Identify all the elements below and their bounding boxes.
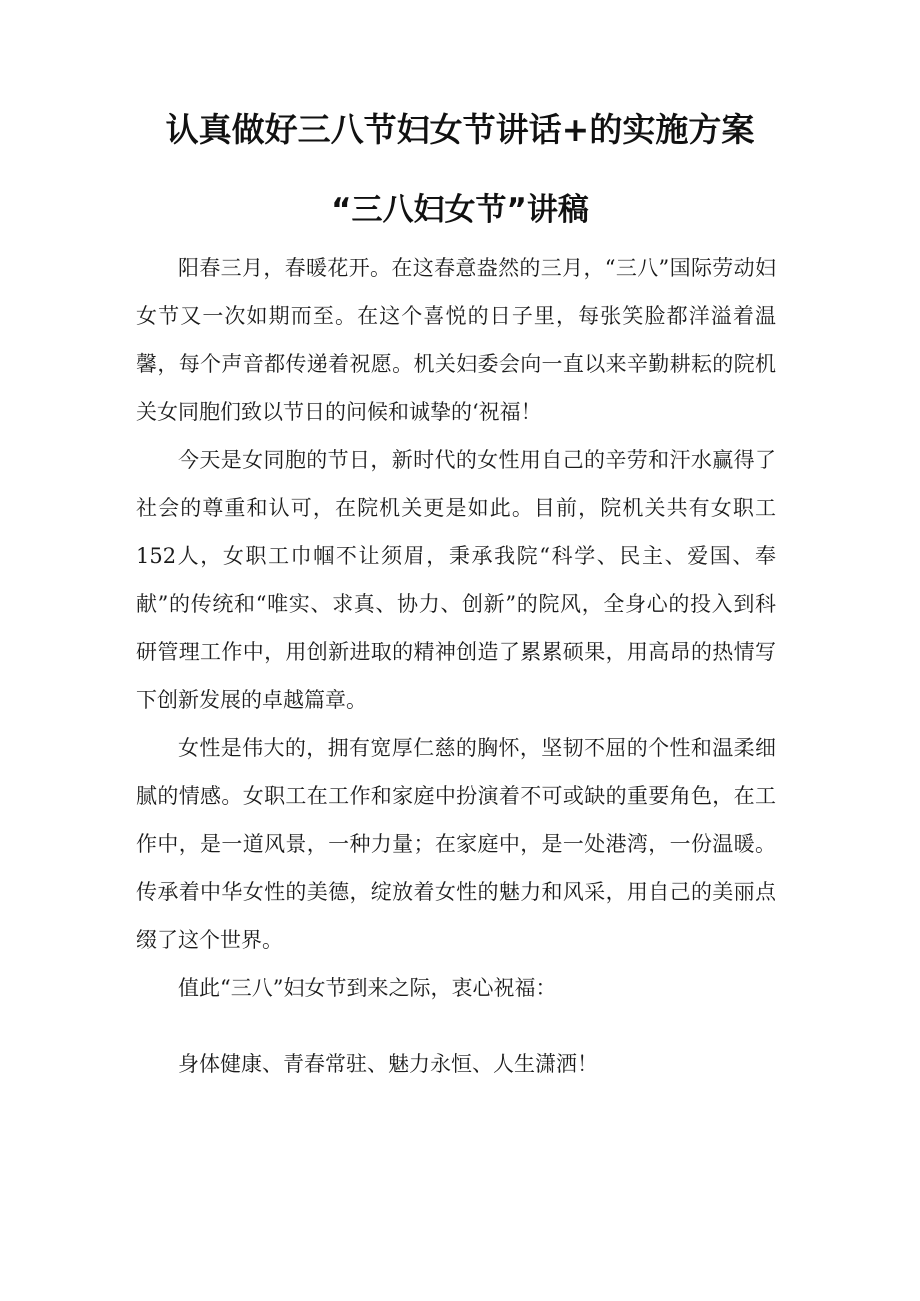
paragraph-wishes: 身体健康、青春常驻、魅力永恒、人生潇洒！ xyxy=(178,1052,598,1076)
paragraph-women-role: 女性是伟大的，拥有宽厚仁慈的胸怀，坚韧不屈的个性和温柔细腻的情感。女职工在工作和家庭中扮演着不可或缺的重要角色，在工作中，是一道风景，一种力量；在家庭中，是一处港湾，一份温暖。传承着中华女性的美德，绽放着女性的魅力和风采，用自己的美丽点缀了这个世界。 xyxy=(136,736,776,952)
paragraph-greeting: 值此“三八”妇女节到来之际，衷心祝福： xyxy=(178,976,557,1000)
paragraph-achievements: 今天是女同胞的节日，新时代的女性用自己的辛劳和汗水赢得了社会的尊重和认可，在院机关更是如此。目前，院机关共有女职工152人，女职工巾帼不让须眉，秉承我院“科学、民主、爱国、奉献”的传统和“唯实、求真、协力、创新”的院风，全身心的投入到科研管理工作中，用创新进取的精神创造了累累硕果，用高昂的热情写下创新发展的卓越篇章。 xyxy=(136,448,776,712)
document-subtitle: “三八妇女节”讲稿 xyxy=(331,192,589,228)
paragraph-opening: 阳春三月，春暖花开。在这春意盎然的三月，“三八”国际劳动妇女节又一次如期而至。在这个喜悦的日子里，每张笑脸都洋溢着温馨，每个声音都传递着祝愿。机关妇委会向一直以来辛勤耕耘的院机关女同胞们致以节日的问候和诚挚的‘祝福！ xyxy=(136,256,776,424)
document-body xyxy=(136,244,776,1088)
document-title: 认真做好三八节妇女节讲话+的实施方案 xyxy=(165,110,755,149)
